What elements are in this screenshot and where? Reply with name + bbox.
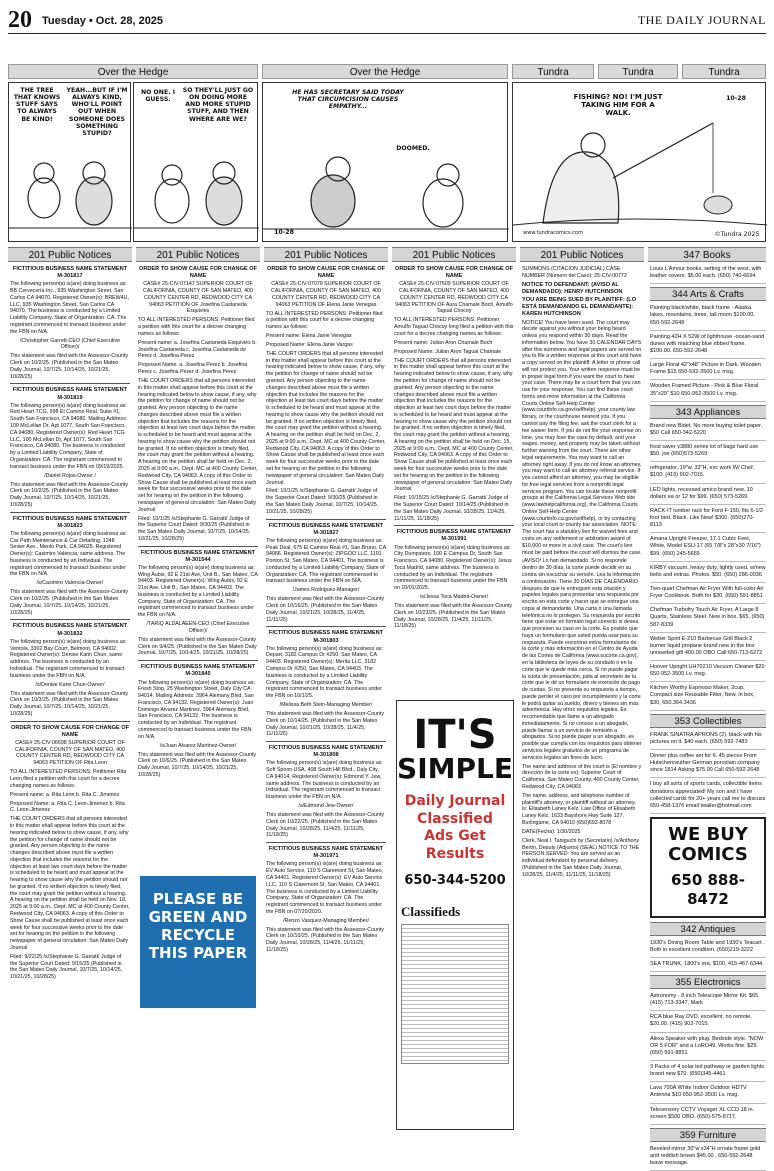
notice-title: FICTITIOUS BUSINESS NAME STATEMENT M-301845 bbox=[140, 664, 256, 678]
notice-body: The following person(s) is(are) doing business as: Red Heart TCG, 998 El Camino Real, Suite #1, South San Francisco, CA 94080. Mailing Address: 100 McLellan Dr, Apt 1077, South San Francisco, CA 94080. Registered Owner(s): Red Heart TCG LLC, 100 McLellan Dr, Apt 1077, South San Francisco, CA 94080. The business is conducted by a Limited Liability Company, State of Organization: CA. The registrant commenced to transact business under the FBN on 09/19/2025. bbox=[10, 402, 128, 470]
classified-listing: 1930's Dining Room Table and 1930's Teacart . Both in excellent condition. (650)219-3222 bbox=[650, 940, 766, 958]
classified-listing: Dinner plus coffee set for 6. 45 pieces From Hutschenreuther German porcelain company since 1814 Asking $75.00 Call 650-592-2648 bbox=[650, 753, 766, 778]
section-header-201: 201 Public Notices bbox=[136, 247, 260, 262]
notice-title: FICTITIOUS BUSINESS NAME STATEMENT M-301827 bbox=[268, 522, 384, 536]
hedge-date: 10-28 bbox=[274, 229, 294, 236]
section-header-343: 343 Appliances bbox=[650, 405, 766, 419]
hedge-bubble-6: DOOMED. bbox=[396, 145, 430, 152]
notice-filed: This statement was filed with the Assessor-County Clerk on 9/4/25. (Published in the San Mateo Daily Journal, 10/7/25, 10/14/25, 10/21/25, 10/28/25) bbox=[138, 636, 257, 657]
classified-listing: Kitchen Worthy Espresso Maker, 2cup, Compact size Reusable Filter, New, in box, $30, 650.364.3436 bbox=[650, 685, 766, 710]
section-header-201: 201 Public Notices bbox=[8, 247, 132, 262]
notice-filed: Filed: 10/1/25 /s/Stephanie G. Garratt/ Judge of the Superior Court Dated: 9/30/25 (Published in the San Mateo Daily Journal, 10/7/25, 10/14/25, 10/21/25, 10/28/25) bbox=[266, 488, 379, 515]
section-header-201: 201 Public Notices bbox=[392, 247, 516, 262]
column-3 bbox=[266, 266, 386, 1128]
notice-signature: /s/Juan Alvarez Martinez-Owner/ bbox=[159, 742, 237, 749]
hedge-panel-3 bbox=[262, 82, 508, 242]
comic-title-tundra-3: Tundra bbox=[682, 64, 766, 79]
ad-classifieds-label: Classifieds bbox=[401, 904, 461, 919]
classified-listing: Hoover Upright UH70210 Vacuum Cleaner $20 650-952-3500 Lv. msg. bbox=[650, 664, 766, 682]
comics-ad-phone: 650 888-8472 bbox=[670, 870, 746, 909]
we-buy-comics-ad bbox=[650, 817, 766, 918]
notice-case: CASE# 25-CIV-07147 SUPERIOR COURT OF CALIFORNIA, COUNTY OF SAN MATEO, 400 COUNTY CENTER RD, REDWOOD CITY CA 94063 PETITION OF Josefina Castaneda Esquivies bbox=[143, 281, 253, 315]
notice-title: FICTITIOUS BUSINESS NAME STATEMENT M-301544 bbox=[140, 549, 256, 563]
ad-phone: 650-344-5200 bbox=[404, 873, 506, 888]
classified-ad bbox=[396, 700, 514, 1130]
ad-classifieds-thumbnail bbox=[401, 924, 509, 1064]
hedge-bubble-2: YEAH...BUT IF I'M ALWAYS KIND, WHO'LL POINT OUT WHEN SOMEONE DOES SOMETHING STUPID? bbox=[66, 87, 128, 137]
summons-title: SUMMONS (CITACION JUDICIAL) CASE NUMBER (Numero del Caso): 25-CIV-00772 bbox=[522, 266, 627, 279]
classified-listing: Lava 700A White Indoor Outdoor HDTV Antenna $10 650-952-3500 Lv. msg. bbox=[650, 1085, 766, 1103]
notice-filed: Filed: 10/1/25 /s/Stephanie G. Garratt/ Judge of the Superior Court Dated: 9/30/25 (Published in the San Mateo Daily Journal, 10/7/25, 10/14/25, 10/21/25, 10/28/25) bbox=[138, 515, 251, 542]
notice-present-name: Present name: Julian Aron Chamale Boch bbox=[394, 339, 493, 346]
notice-filed: Filed: 9/22/25 /s/Stephanie G. Garratt/ Judge of the Superior Court Dated: 9/15/25 (Published in the San Mateo Daily Journal, 10/7/25, 10/14/25, 10/21/25, 10/28/25) bbox=[10, 953, 123, 981]
classified-listing: KIRBY vacuum, heavy duty, lightly used, w/new belts and extras. Photos. $50. (650) 286-0036 bbox=[650, 565, 766, 583]
hedge-bubble-4: SO THEY'LL JUST GO ON DOING MORE AND MORE STUPID STUFF, AND THEN WHERE ARE WE? bbox=[182, 87, 254, 123]
notice-title: FICTITIOUS BUSINESS NAME STATEMENT M-301803 bbox=[268, 630, 384, 644]
section-header-355: 355 Electronics bbox=[650, 975, 766, 989]
notice-body: The following person(s) is(are) doing business as: Ventola, 3302 Bay Court, Belmont, CA 94002. Registered Owner(s): Denise Karin Chun, same address. The business is conducted by an Individual. The registrant commenced to transact business under the FBN on N/A. bbox=[10, 638, 127, 679]
notice-filed: This statement was filed with the Assessor-County Clerk on 10/10/25. (Published in the San Mateo Daily Journal, 10/28/25, 11/4/25, 11/11/25, 11/18/25) bbox=[266, 926, 385, 954]
notice-proposed-name: Proposed Name: Julian Aron Tagual Chamale bbox=[394, 348, 502, 355]
notice-body: The following person(s) is(are) doing business as: EV Auto Service, 110 S Claremont St, San Mateo, CA 94401. Registered Owner(s): EV Auto Service LLC, 110 S Claremont St, San Mateo, CA 94401. The business is conducted by a Limited Liability Company, State of Organization: CA. The registrant commenced to transact business under the FBN on 07/20/2020. bbox=[266, 861, 384, 915]
appliances-list bbox=[650, 423, 766, 711]
notice-proposed-name: Proposed Name: a. Rita C. Leon-Jimenez b. Rita C. Leon-Jimenez bbox=[10, 800, 125, 814]
collectibles-list bbox=[650, 732, 766, 814]
classified-listing: Large Floral 42"x48" Picture in Dark. Wooden Frame $15 650-592-3500 Lv. msg. bbox=[650, 362, 766, 380]
section-header-347: 347 Books bbox=[648, 247, 766, 262]
notice-signature: /Christopher Garrett-CEO (Chief Executive Officer)/ bbox=[19, 337, 121, 351]
notice-title: FICTITIOUS BUSINESS NAME STATEMENT M-301823 bbox=[12, 515, 128, 529]
notice-body: The following person(s) is(are) doing business as: Soft Spoon USA, 408 South Hill Blvd., Daly City, CA 94014. Registered Owner(s): Edmond Y. Jew, same address. The business is conducted by an Individual. The registrant commenced to transact business under the FBN on N/A. bbox=[266, 760, 383, 801]
notice-case: CASE# 25-CIV-07609 SUPERIOR COURT OF CALIFORNIA, COUNTY OF SAN MATEO, 400 COUNTY CENTER RD, REDWOOD CITY CA 94063 PETITION OF Aura Chamale Boch, Arnulfo Tagual Chocoy bbox=[395, 281, 513, 315]
notice-order: THE COURT ORDERS that all persons interested in this matter shall appear before this court at the hearing indicated below to show cause, if any, why the petition for change of name should not be granted. Any person objecting to the name changes described above must file a written objection that includes the reasons for the objection at least two court days before the matter is scheduled to be heard and must appear at the hearing to show cause why the petition should not be granted. If no written objection is timely filed, the court may grant the petition without a hearing. A hearing on the petition shall be held on Dec. 2, 2025 at 9:00 a.m., Dept. MC at 400 County Center, Redwood City, CA 94063. A copy of this Order to Show Cause shall be published at least once each week for four successive weeks prior to the date set for hearing on the petition in the following newspaper of general circulation: San Mateo Daily Journal bbox=[138, 378, 258, 513]
masthead bbox=[8, 8, 766, 34]
classified-listing: Weber Spirit E-210 Barbecue Grill Black 2 burner liquid propane brand new in the box unneeded gift 400.00 OBO Call 650-713-6272 bbox=[650, 636, 766, 661]
books-list bbox=[650, 266, 766, 284]
notice-body: The following person(s) is(are) doing business as: City Dumpsters, 100 E Campus Dr, South San Francisco, CA 94080. Registered Owner(s): Jesus Toca Madrid, same address. The business is conducted by an Individual. The registrant commenced to transact business under the FBN on 10/01/2025. bbox=[394, 544, 512, 592]
classified-listing: Chefman Turbofry Touch Air Fryer. A Large 8 Quarts, Stainless Steel. New in box. $65. (650) 587-8339 bbox=[650, 607, 766, 632]
section-header-344: 344 Arts & Crafts bbox=[650, 287, 766, 301]
antiques-list bbox=[650, 940, 766, 972]
section-header-201: 201 Public Notices bbox=[264, 247, 388, 262]
ad-headline-2: SIMPLE bbox=[397, 752, 513, 785]
section-header-201: 201 Public Notices bbox=[520, 247, 644, 262]
classified-listing: Amana Upright Freezer, 17.1 Cubic Feet, White, Model ESU-17 (65 7/8"x 28"x30 7/16") $99. (650) 245-5665 bbox=[650, 536, 766, 561]
notice-body: The following person(s) is(are) doing business as: Wing Aubis, 92 E 21st Ave, Unit B., San Mateo, CA 94403. Registered Owner(s): Wing Aubis, 92 E 21st Ave, Unit B., San Mateo, CA 94403. The business is conducted by a Limited Liability Company, State of Organization: CA. The registrant commenced to transact business under the FBN on N/A. bbox=[138, 564, 258, 619]
notice-case: CASE# 25-CIV-06698 SUPERIOR COURT OF CALIFORNIA, COUNTY OF SAN MATEO, 400 COUNTY CENTER RD, REDWOOD CITY CA 94063 PETITION OF Rita Leon bbox=[15, 739, 125, 767]
notice-body: The following person(s) is(are) doing business as: Car Path Maintenance & Car Detailing, 1248 Sevier Ave., Menlo Park, CA 94025. Registered Owner(s): Casimiro Valencia, same address. The business is conducted by an Individual. The registrant commenced to transact business under the FBN on N/A. bbox=[10, 530, 127, 578]
section-header-353: 353 Collectibles bbox=[650, 714, 766, 728]
classified-listing: food saver v3880 series lot of bags hard use $50. joe (650)573-5269 bbox=[650, 444, 766, 462]
comics-ad-headline: WE BUY COMICS bbox=[668, 824, 748, 865]
notice-filed: This statement was filed with the Assessor-County Clerk on 10/6/25. (Published in the San Mateo Daily Journal, 10/7/25, 10/14/25, 10/21/25, 10/28/25) bbox=[138, 751, 257, 778]
summons-clerk: Clerk, Neal I. Taniguchi by (Secretario) /s/Anthony Bertin, Deputy (Adjunto) (SEAL) NOTICE TO THE PERSON SERVED: You are served as an individual defendant by personal delivery. (Published in the San Mateo Daily Journal, 10/28/25, 11/4/25, 11/11/25, 11/18/25) bbox=[522, 837, 640, 878]
notice-title: FICTITIOUS BUSINESS NAME STATEMENT M-301991 bbox=[396, 529, 512, 543]
tundra-url: www.tundracomics.com bbox=[523, 230, 583, 236]
notice-filed: This statement was filed with the Assessor-County Clerk on 10/2/25. (Published in the San Mateo Daily Journal, 10/7/25, 10/14/25, 10/21/25, 10/28/25) bbox=[10, 353, 129, 380]
hedge-bubble-5: HE HAS SECRETARY SAID TODAY THAT CIRCUMCISION CAUSES EMPATHY... bbox=[292, 89, 404, 111]
classified-listing: 3 Packs of 4 solar led pathway or garden lights brand new $70. (650)345-4461 bbox=[650, 1064, 766, 1082]
notice-signature: /Renzo Vasquez-Managing Member/ bbox=[283, 917, 369, 924]
column-6 bbox=[650, 266, 766, 1167]
notice-signature: /s/Denise Karin Chun-Owner/ bbox=[35, 681, 105, 688]
notice-filed: This statement was filed with the Assessor-County Clerk on 10/2/25. (Published in the San Mateo Daily Journal, 10/7/25, 10/14/25, 10/21/25, 10/28/25) bbox=[10, 481, 129, 508]
classified-listing: Brand new Bidet. No more buying toilet paper. $50 Call 650-342-5220 bbox=[650, 423, 766, 441]
classified-listing: Painting 42H X 52W of lighthouse -ocean-sand dunes with matching blue ribbed frame. $100.00. 650-592-2648 bbox=[650, 334, 766, 359]
classified-listing: Beveled mirror 30"w x34"H ornate frame gold and reddish brown $45.00 . 650-592-2648 leave message. bbox=[650, 1146, 766, 1171]
notice-present-name: Present name: a. Rita Leon b. Rita C. Jimenez bbox=[10, 791, 120, 798]
notice-title: FICTITIOUS BUSINESS NAME STATEMENT M-301819 bbox=[12, 387, 128, 401]
arts-list bbox=[650, 305, 766, 401]
notice-signature: /Daniel Rojas-Owner / bbox=[44, 472, 96, 479]
column-4 bbox=[394, 266, 514, 694]
hedge-bubble-3: NO ONE. I GUESS. bbox=[140, 89, 176, 104]
notice-to: TO ALL INTERESTED PERSONS: Petitioner Arnulfo Tagual Chocoy long filed a petition with this court for a decree changing names as follows: bbox=[394, 317, 514, 337]
notice-present-name: Present name: a. Josefina Castaneda Esquivies b. Josefina Castaneda c. Josefina Castaneda de Perez d. Josefina Perez bbox=[138, 339, 257, 360]
notice-to: TO ALL INTERESTED PERSONS: Petitioner filed a petition with this court for a decree changing names as follows: bbox=[266, 310, 383, 331]
notice-signature: /James Rodriguez-Manager/ bbox=[292, 587, 360, 594]
notice-to: TO ALL INTERESTED PERSONS: Petitioner Rita Leon filed a petition with this court for a decree changing names as follows: bbox=[10, 769, 127, 789]
furniture-list bbox=[650, 1146, 766, 1171]
notice-case: CASE# 25-CIV-07070 SUPERIOR COURT OF CALIFORNIA, COUNTY OF SAN MATEO, 400 COUNTY CENTER RD, REDWOOD CITY CA 94063 PETITION OF Elena Janie Venegas bbox=[271, 281, 381, 308]
notice-filed: Filed: 10/15/25 /s/Stephanie G. Garratt/ Judge of the Superior Court Dated: 10/14/25 (Published in the San Mateo Daily Journal, 10/28/25, 11/4/25, 11/11/25, 11/18/25) bbox=[394, 495, 509, 522]
notice-filed: This statement was filed with the Assessor-County Clerk on 10/22/25. (Published in the San Mateo Daily Journal, 10/28/25, 11/4/25, 11/11/25, 11/18/25) bbox=[266, 812, 385, 839]
section-header-342: 342 Antiques bbox=[650, 922, 766, 936]
tundra-date: 10-28 bbox=[726, 95, 746, 102]
notice-body: The following person(s) is(are) doing business as: Depart, 3182 Campus Dr #250, San Mateo, CA 94403. Registered Owner(s): Merita LLC, 3182 Campus Dr #250, San Mateo, CA 94403. The business is conducted by a Limited Liability Company, State of Organization: CA. The registrant commenced to transact business under the FBN on 10/1/25. bbox=[266, 645, 383, 700]
notice-order: THE COURT ORDERS that all persons interested in this matter shall appear before this court at the hearing indicated below to show cause, if any, why the petition for change of name should not be granted. Any person objecting to the name changes described above must file a written objection that includes the reasons for the objection at least two court days before the matter is scheduled to be heard and must appear at the hearing to show cause why the petition should not be granted. If no written objection is timely filed, the court may grant the petition without a hearing. A hearing on the petition shall be held on Nov. 18, 2025 at 9:00 a.m., Dept. MC at 400 County Center, Redwood City, CA 94063. A copy of this Order to Show Cause shall be published at least once each week for four successive weeks prior to the date set for hearing on the petition in the following newspaper of general circulation: San Mateo Daily Journal bbox=[10, 816, 130, 951]
classified-listing: RACK-IT lumber rack for Ford F-150, fits 6-1/2 foot bed. Black. Like New! $300. (650)270-8113 bbox=[650, 508, 766, 533]
tundra-drawing bbox=[513, 83, 767, 243]
notice-to: TO ALL INTERESTED PERSONS: Petitioner filed a petition with this court for a decree changing names as follows: bbox=[138, 317, 255, 337]
notice-filed: This statement was filed with the Assessor-County Clerk on 10/2/25. (Published in the San Mateo Daily Journal, 10/7/25, 10/14/25, 10/21/25, 10/28/25) bbox=[10, 589, 129, 616]
page-number: 20 bbox=[8, 7, 32, 33]
notice-title: ORDER TO SHOW CAUSE FOR CHANGE OF NAME bbox=[267, 266, 385, 280]
column-2 bbox=[138, 266, 258, 870]
notice-body: The following person(s) is(are) doing business as: BB Cervecería Inc., 935 Washington Street, San Carlos CA 94070. Registered Owner(s): BREW4U, LLC, 935 Washington Street, San Carlos CA 94070. The business is conducted by a Limited Liability Company, State of Organization: CA. The registrant commenced to transact business under the FBN on N/A. bbox=[10, 281, 129, 335]
newspaper-name: THE DAILY JOURNAL bbox=[637, 13, 766, 27]
notice-title: FICTITIOUS BUSINESS NAME STATEMENT M-301971 bbox=[268, 846, 384, 860]
classified-listing: LED lights, recessed amico brand new. 10 dollars ea or 12 for $99. (650) 573-5269 bbox=[650, 487, 766, 505]
notice-order: THE COURT ORDERS that all persons interested in this matter shall appear before this court at the hearing indicated below to show cause, if any, why the petition for change of name should not be granted. Any person objecting to the name changes described above must file a written objection that includes the reasons for the objection at least two court days before the matter is scheduled to be heard and must appear at the hearing to show cause why the petition should not be granted. If no written objection is timely filed, the court may grant the petition without a hearing. A hearing on the petition shall be held on Dec. 15, 2025 at 9:00 a.m., Dept. MC at 400 County Center, Redwood City, CA 94063. A copy of this Order to Show Cause shall be published at least once each week for four successive weeks prior to the date set for hearing on the petition in the following newspaper of general circulation: San Mateo Daily Journal bbox=[394, 357, 514, 493]
notice-signature: /s/Jesus Toca Madrid-Owner/ bbox=[419, 594, 489, 601]
comic-title-hedge-2: Over the Hedge bbox=[262, 64, 508, 79]
comic-title-tundra: Tundra bbox=[512, 64, 594, 79]
hedge-panel-1 bbox=[8, 82, 131, 242]
summons-attorney: The name, address, and telephone number of plaintiff's attorney, or plaintiff without an attorney, is: Elisabeth Laney Kelz, Law Office of Elisabeth Laney Kelz, 1633 Bayshore Hwy Suite 127, Burlingame, CA 94010 (650)692-8078 bbox=[522, 792, 636, 826]
notice-signature: /Melissa Beth Stein-Managing Member/ bbox=[279, 702, 373, 709]
notice-present-name: Present name: Elena Janie Venegas bbox=[266, 333, 352, 340]
notice-filed: This statement was filed with the Assessor-County Clerk on 10/3/25. (Published in the San Mateo Daily Journal, 10/7/25, 10/14/25, 10/21/25, 10/28/25) bbox=[10, 690, 129, 717]
notice-order: THE COURT ORDERS that all persons interested in this matter shall appear before this court at the hearing indicated below to show cause, if any, why the petition for change of name should not be granted. Any person objecting to the name changes described above must file a written objection that includes the reasons for the objection at least two court days before the matter is scheduled to be heard and must appear at the hearing to show cause why the petition should not be granted. If no written objection is timely filed, the court may grant the petition without a hearing. A hearing on the petition shall be held on Dec. 2, 2025 at 9:00 a.m., Dept. MC at 400 County Center, Redwood City, CA 94063. A copy of this Order to Show Cause shall be published at least once each week for four successive weeks prior to the date set for hearing on the petition in the following newspaper of general circulation: San Mateo Daily Journal bbox=[266, 350, 386, 486]
notice-title: FICTITIOUS BUSINESS NAME STATEMENT M-301832 bbox=[12, 623, 128, 637]
ad-tagline: Daily Journal Classified Ads Get Results bbox=[404, 793, 506, 862]
summons-defendant: NOTICE TO DEFENDANT: (AVISO AL DEMANDADO): HENRY HUTCHINSON bbox=[522, 281, 623, 295]
comic-title-tundra-2: Tundra bbox=[598, 64, 678, 79]
column-1 bbox=[10, 266, 130, 1128]
classified-listing: Telesensory CCTV Voyager XL CCD 18 in. screen $500 OBO. (650)-575-8717. bbox=[650, 1107, 766, 1125]
notice-body: The following person(s) is(are) doing business as: Peak Deal, 675 El Camino Real #1, San Bruno, CA 94066. Registered Owner(s): ZIPGOO LLC, 1101 Ponton St, San Mateo, CA 94401. The business is conducted by a Limited Liability Company, State of Organization: CA. The registrant commenced to transact business under the FBN on N/A. bbox=[266, 537, 386, 585]
column-5 bbox=[522, 266, 642, 1128]
hedge-panel-2 bbox=[133, 82, 258, 242]
notice-signature: /TARIQ ALDALAEEN-CEO (Chief Executive Officer)/ bbox=[146, 621, 250, 634]
classified-listing: Two-quart Chefman Air Fryer With full-color Air Fryer Cookbook. Both for $30. (650) 591-8851 bbox=[650, 586, 766, 604]
notice-title: FICTITIOUS BUSINESS NAME STATEMENT M-301808 bbox=[268, 745, 384, 759]
classified-listing: FRANK SINATRA APRONS (2), black with his pictures on it. $40 each. (650) 592-7483 bbox=[650, 732, 766, 750]
classified-listing: Astronomy - 8 inch Telescope Mirror Kit. $65. (415) 713-3347, Mark bbox=[650, 993, 766, 1011]
issue-date: Tuesday • Oct. 28, 2025 bbox=[42, 14, 164, 27]
notice-signature: /s/Casimiro Valencia-Owner/ bbox=[36, 580, 104, 587]
section-header-359: 359 Furniture bbox=[650, 1128, 766, 1142]
tundra-bubble: FISHING? NO! I'M JUST TAKING HIM FOR A WALK. bbox=[573, 93, 663, 118]
summons-date: DATE(Fecha): 1/30/2025 bbox=[522, 828, 581, 835]
notice-filed: This statement was filed with the Assessor-County Clerk on 10/16/25. (Published in the San Mateo Daily Journal, 10/21/25, 10/28/25, 11/4/25, 11/11/25) bbox=[266, 596, 385, 623]
summons-aviso: ¡AVISO! Lo han demandado. Si no responde dentro de 30 días, la corte puede decidir en su contra sin escuchar su versión. Lea la información a continuación. Tiene 30 DÍAS DE CALENDARIO después de que le entreguen esta citación y papeles legales para presentar una respuesta por escrito en esta corte y hacer que se entregue una copia al demandante. Una carta o una llamada telefónica no lo protegen. Su respuesta por escrito tiene que estar en formato legal correcto si desea que procesen su caso en la corte. Es posible que haya un formulario que usted pueda usar para su respuesta. Puede encontrar estos formularios de la corte y más información en el Centro de Ayuda de las Cortes de California (www.sucorte.ca.gov), en la biblioteca de leyes de su condado o en la corte que le quede más cerca. Si no puede pagar la cuota de presentación, pida al secretario de la corte que le dé un formulario de exención de pago de cuotas. Si no presenta su respuesta a tiempo, puede perder el caso por incumplimiento y la corte le podrá quitar su sueldo, dinero y bienes sin más advertencia. Hay otros requisitos legales. Es recomendable que llame a un abogado inmediatamente. Si no conoce a un abogado, puede llamar a un servicio de remisión a abogados. Si no puede pagar a un abogado, es posible que cumpla con los requisitos para obtener servicios legales gratuitos de un programa de servicios legales sin fines de lucro. bbox=[522, 558, 642, 761]
classified-listing: Alexa Speaker with plug. Bedside style. "NOW OR 5 FOR" and a LoRO49. Works fine. $25. (650) 591-8851 bbox=[650, 1036, 766, 1061]
hedge-drawing-3 bbox=[263, 83, 509, 243]
classified-listing: Painting black/white, black frame - Alaska lakes, mountains, trees, tall moon $100.00. 650-592-2648 bbox=[650, 305, 766, 330]
ad-headline-1: IT'S bbox=[413, 712, 497, 758]
notice-proposed-name: Proposed Name: Elena Janie Vargas bbox=[266, 342, 353, 348]
classified-listing: RCA blue Ray DVD, excellent, no remote, $20.00. (415) 902-7015. bbox=[650, 1014, 766, 1032]
hedge-drawing-1 bbox=[9, 83, 132, 243]
recycle-ad: PLEASE BE GREEN AND RECYCLE THIS PAPER bbox=[140, 876, 256, 1008]
notice-body: The following person(s) is(are) doing business as: Fresh Stop, 25 Washington Street, Daly City CA 94014. Mailing Address: 3964 Alemany Blvd, San Francisco, CA 94132. Registered Owner(s): Juan Domingo Alvarez Martinez, 3964 Alemany Blvd, San Francisco, CA 94132. The business is conducted by an Individual. The registrant commenced to transact business under the FBN on N/A. bbox=[138, 679, 255, 740]
classified-listing: I buy all sorts of sports cards, collectible items donations appreciated! My son and I have collected cards for 20+ years call me to discuss 650-458-1376 email twaller@hotmail.com bbox=[650, 781, 766, 814]
tundra-panel bbox=[512, 82, 766, 242]
notice-title: FICTITIOUS BUSINESS NAME STATEMENT M-301817 bbox=[12, 266, 128, 280]
notice-title: ORDER TO SHOW CAUSE FOR CHANGE OF NAME bbox=[11, 724, 129, 738]
notice-filed: This statement was filed with the Assessor-County Clerk on 10/23/25. (Published in the San Mateo Daily Journal, 10/28/25, 11/4/25, 11/11/25, 11/18/25) bbox=[394, 603, 513, 630]
classified-listing: Wooden Framed Picture - Pink & Blue Floral 35"x29" $10 650-952-3500 Lv. msg. bbox=[650, 383, 766, 401]
notice-filed: This statement was filed with the Assessor-County Clerk on 10/14/25. (Published in the San Mateo Daily Journal, 10/21/25, 10/28/25, 11/4/25, 11/11/25) bbox=[266, 710, 385, 738]
hedge-bubble-1: THE TREE THAT KNOWS STUFF SAYS TO ALWAYS BE KIND! bbox=[13, 87, 61, 123]
notice-title: ORDER TO SHOW CAUSE FOR CHANGE OF NAME bbox=[139, 266, 257, 280]
summons-court: The name and address of the court is (El nombre y dirección de la corte es): Superior Court of California, San Mateo County, 400 County Center, Redwood City, CA 94063 bbox=[522, 763, 642, 790]
summons-notice: NOTICE! You have been sued. The court may decide against you without your being heard unless you respond within 30 days. Read the information below. You have 30 CALENDAR DAYS after this summons and legal papers are served on you to file a written response at this court and have a copy served on the plaintiff. A letter or phone call will not protect you. Your written response must be in proper legal form if you want the court to hear your case. There may be a court form that you can use for your response. You can find these court forms and more information at the California Courts Online Self-Help Center (www.courtinfo.ca.gov/selfhelp), your county law library, or the courthouse nearest you. If you cannot pay the filing fee, ask the court clerk for a fee waiver form. If you do not file your response on time, you may lose the case by default, and your wages, money, and property may be taken without further warning from the court. There are other legal requirements. You may want to call an attorney right away. If you do not know an attorney, you may want to call an attorney referral service. If you cannot afford an attorney, you may be eligible for free legal services from a nonprofit legal services program. You can locate these nonprofit groups at the California Legal Services Web site (www.lawhelpcalifornia.org), the California Courts Online Self-Help Center (www.courtinfo.ca.gov/selfhelp), or by contacting your local court or county bar association. NOTE: The court has a statutory lien for waived fees and costs on any settlement or arbitration award of $10,000 or more in a civil case. The court's lien must be paid before the court will dismiss the case. bbox=[522, 319, 642, 556]
notice-title: ORDER TO SHOW CAUSE FOR CHANGE OF NAME bbox=[395, 266, 513, 280]
summons-plaintiff: YOU ARE BEING SUED BY PLAINTIFF: (LO ESTÁ DEMANDANDO EL DEMANDANTE): KAREN HUTCHINSON bbox=[522, 297, 637, 318]
classified-listing: refrigerator, 19"w, 33"H, exc work W/ Chef. $100. (415) 902-7015. bbox=[650, 465, 766, 483]
comic-title-hedge: Over the Hedge bbox=[8, 64, 258, 79]
notice-signature: /s/Edmond Jew-Owner/ bbox=[298, 803, 354, 810]
electronics-list bbox=[650, 993, 766, 1125]
classified-listing: Louis L'Amour books, setting of the west, with leather covers. $5.00 each. (650) 740-6694 bbox=[650, 266, 766, 284]
classified-listing: SEA TRUNK, 1800's era, $100. 415-467-6344. bbox=[650, 961, 766, 972]
tundra-signature: ©Tundra 2025 bbox=[714, 231, 760, 238]
notice-proposed-name: Proposed Name: a. Josefina Perez b. Josefina Perez c. Josefina Perez d. Josefina Perez bbox=[138, 362, 248, 376]
hedge-drawing-2 bbox=[134, 83, 259, 243]
